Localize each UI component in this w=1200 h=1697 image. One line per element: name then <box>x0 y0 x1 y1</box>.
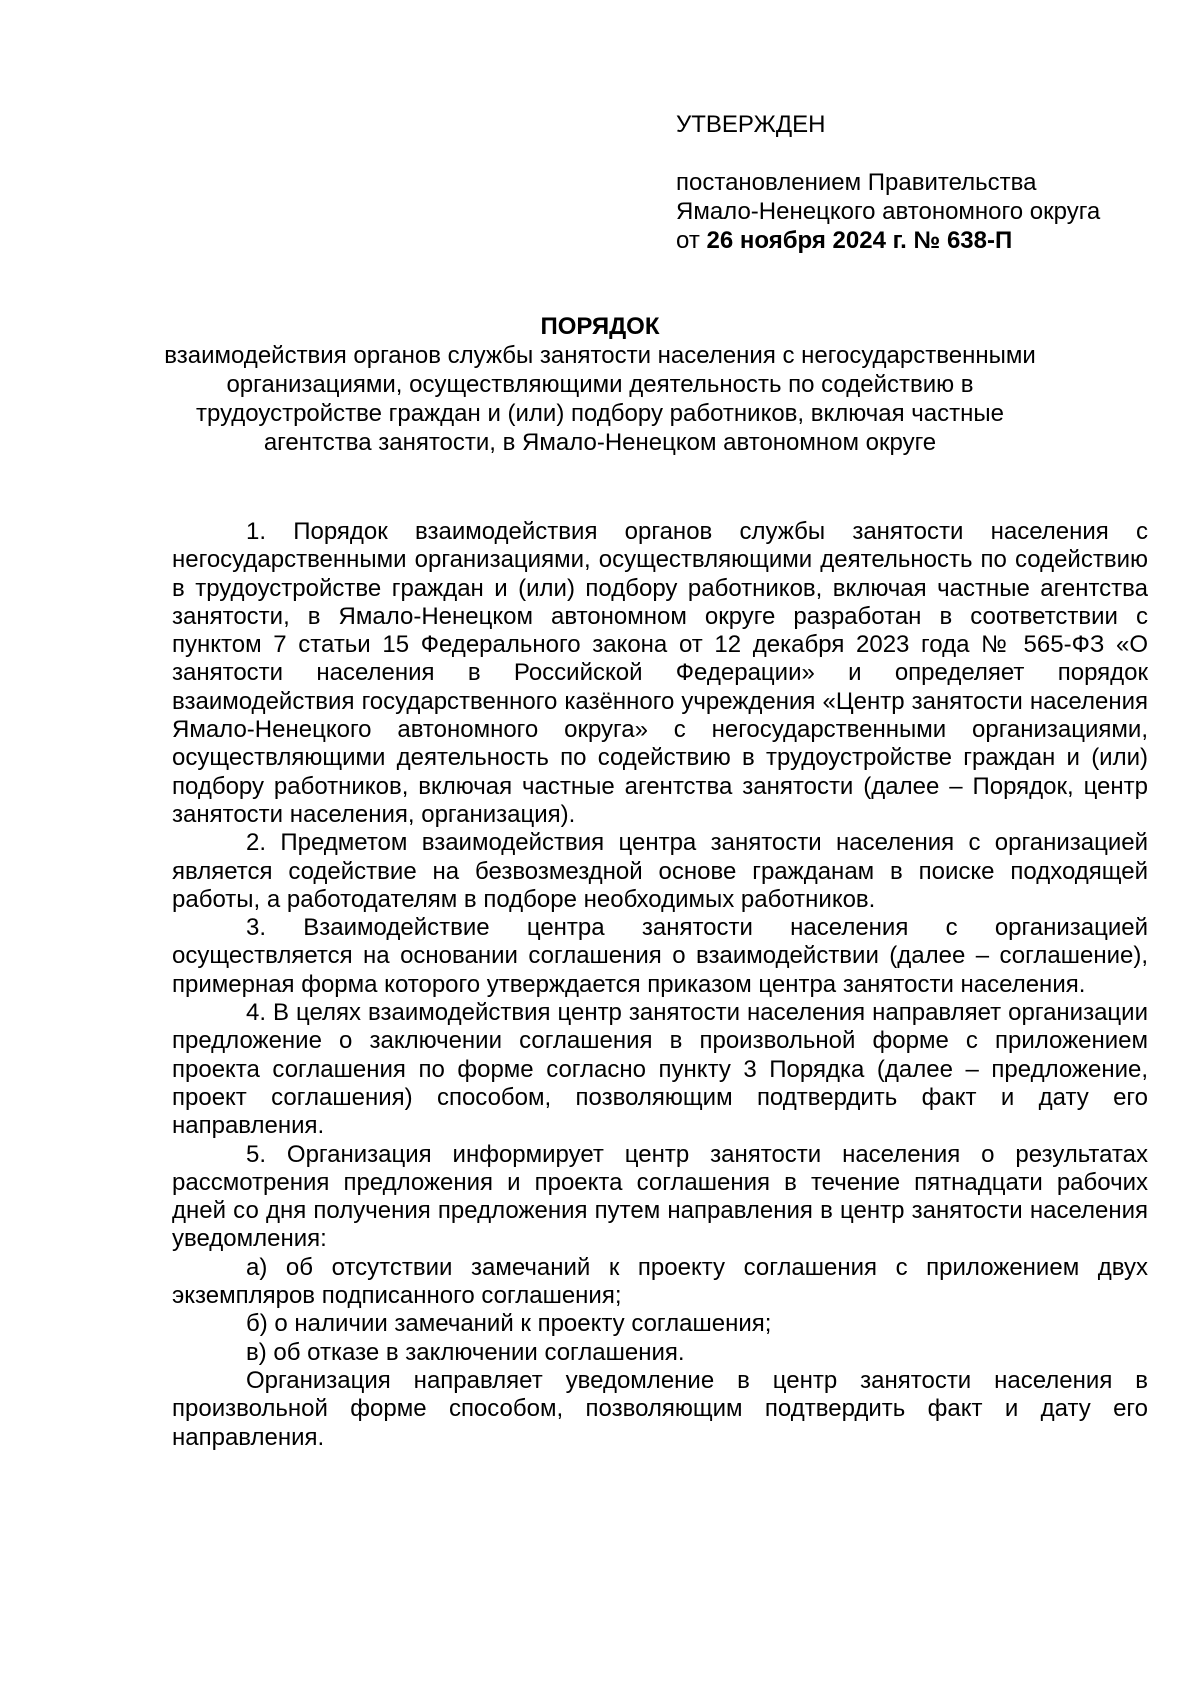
list-item-b: б) о наличии замечаний к проекту соглашения; <box>246 1310 772 1338</box>
approval-stamp: УТВЕРЖДЕН <box>676 111 826 138</box>
approval-line-government: Ямало-Ненецкого автономного округа <box>676 198 1101 225</box>
document-title: ПОРЯДОК <box>540 313 660 340</box>
approval-stamp-block <box>676 110 1156 255</box>
paragraph-2: 2. Предметом взаимодействия центра занятости населения с организацией является содействие на безвозмездной основе гражданам в поиске подходящей работы, а работодателям в подборе необходимых работников. <box>172 829 1148 913</box>
paragraph-5: 5. Организация информирует центр занятости населения о результатах рассмотрения предложения и проекта соглашения в течение пятнадцати рабочих дней со дня получения предложения путем направления в центр занятости населения уведомления: <box>172 1140 1148 1253</box>
paragraph-3: 3. Взаимодействие центра занятости населения с организацией осуществляется на основании соглашения о взаимодействии (далее – соглашение), примерная форма которого утверждается приказом центра занятости населения. <box>172 914 1148 998</box>
list-item-c: в) об отказе в заключении соглашения. <box>246 1338 685 1366</box>
document-title-block <box>150 312 1050 457</box>
approval-date-number: 26 ноября 2024 г. № 638-П <box>706 227 1013 254</box>
document-subtitle: взаимодействия органов службы занятости населения с негосударственными организациями, осуществляющими деятельность по содействию в трудоустройстве граждан и (или) подбору работников, включая частные агентства занятости, в Ямало-Ненецком автономном округе <box>164 342 1036 456</box>
paragraph-closing: Организация направляет уведомление в центр занятости населения в произвольной форме способом, позволяющим подтвердить факт и дату его направления. <box>172 1366 1148 1451</box>
paragraph-4: 4. В целях взаимодействия центр занятости населения направляет организации предложение о заключении соглашения в произвольной форме с приложением проекта соглашения по форме согласно пункту 3 Порядка (далее – предложение, проект соглашения) способом, позволяющим подтвердить факт и дату его направления. <box>172 999 1148 1140</box>
approval-date-line <box>676 226 1156 255</box>
paragraph-1: 1. Порядок взаимодействия органов службы занятости населения с негосударственными организациями, осуществляющими деятельность по содействию в трудоустройстве граждан и (или) подбору работников, включая частные агентства занятости, в Ямало-Ненецком автономном округе разработан в соответствии с пунктом 7 статьи 15 Федерального закона от 12 декабря 2023 года № 565-ФЗ «О занятости населения в Российской Федерации» и определяет порядок взаимодействия государственного казённого учреждения «Центр занятости населения Ямало-Ненецкого автономного округа» с негосударственными организациями, осуществляющими деятельность по содействию в трудоустройстве граждан и (или) подбору работников, включая частные агентства занятости (далее – Порядок, центр занятости населения, организация). <box>172 518 1148 828</box>
document-body <box>172 518 1148 1452</box>
list-item-a: а) об отсутствии замечаний к проекту соглашения с приложением двух экземпляров подписанного соглашения; <box>172 1253 1148 1310</box>
approval-line-resolution: постановлением Правительства <box>676 169 1037 196</box>
approval-date-prefix: от <box>676 227 700 254</box>
